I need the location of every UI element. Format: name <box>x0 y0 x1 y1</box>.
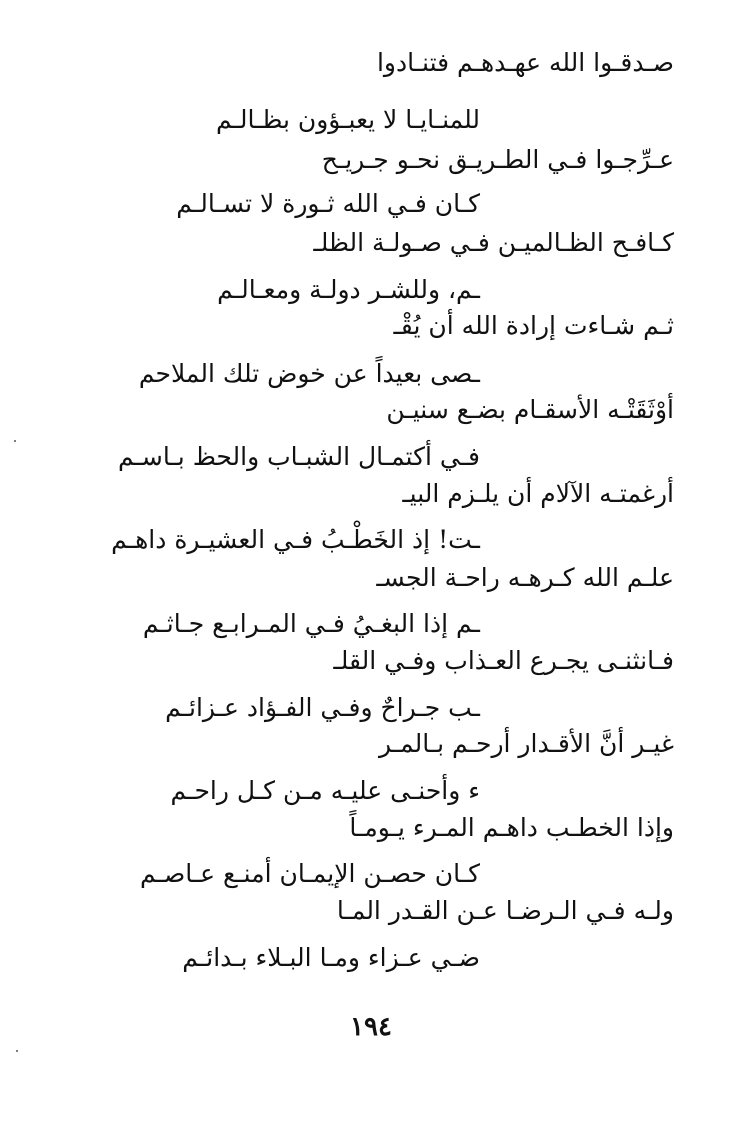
verse-line: ولـه فـي الـرضـا عـن القـدر المـا <box>336 896 674 925</box>
page-number: ١٩٤ <box>350 1012 392 1042</box>
verse-line: فـي أكتمـال الشبـاب والحظ بـاسـم <box>117 442 480 471</box>
scan-speck <box>14 440 16 442</box>
scan-speck <box>16 1050 18 1052</box>
verse-line: غيـر أنَّ الأقـدار أرحـم بـالمـر <box>379 729 674 758</box>
verse-line: أرغمتـه الآلام أن يلـزم البيـ <box>402 479 674 508</box>
verse-line: وإذا الخطـب داهـم المـرء يـومـاً <box>349 813 674 842</box>
verse-line: صـدقـوا الله عهـدهـم فتنـادوا <box>376 48 674 77</box>
verse-line: ـصى بعيداً عن خوض تلك الملاحم <box>138 359 480 388</box>
verse-line: كـان حصـن الإيمـان أمنـع عـاصـم <box>140 859 480 888</box>
verse-line: أوْثَقَتْـه الأسقـام بضـع سنيـن <box>386 395 674 424</box>
verse-line: للمنـايـا لا يعبـؤون بظـالـم <box>215 105 480 134</box>
verse-line: كـان فـي الله ثـورة لا تسـالـم <box>176 189 480 218</box>
verse-line: ء وأحنـى عليـه مـن كـل راحـم <box>170 776 480 805</box>
verse-line: علـم الله كـرهـه راحـة الجسـ <box>376 563 674 592</box>
verse-line: ـم، وللشـر دولـة ومعـالـم <box>217 275 480 304</box>
verse-line: كـافـح الظـالميـن فـي صـولـة الظلـ <box>313 228 674 257</box>
verse-line: ـب جـراحٌ وفـي الفـؤاد عـزائـم <box>165 693 480 722</box>
verse-line: عـرِّجـوا فـي الطـريـق نحـو جـريـح <box>321 145 674 174</box>
verse-line: ثـم شـاءت إرادة الله أن يُقْـ <box>393 311 674 340</box>
verse-line: فـانثنـى يجـرع العـذاب وفـي القلـ <box>333 646 674 675</box>
verse-line: ضـي عـزاء ومـا البـلاء بـدائـم <box>182 943 480 972</box>
verse-line: ـم إذا البغـيُ فـي المـرابـع جـاثـم <box>142 609 480 638</box>
verse-line: ـت! إذ الخَطْـبُ فـي العشيـرة داهـم <box>111 525 480 554</box>
